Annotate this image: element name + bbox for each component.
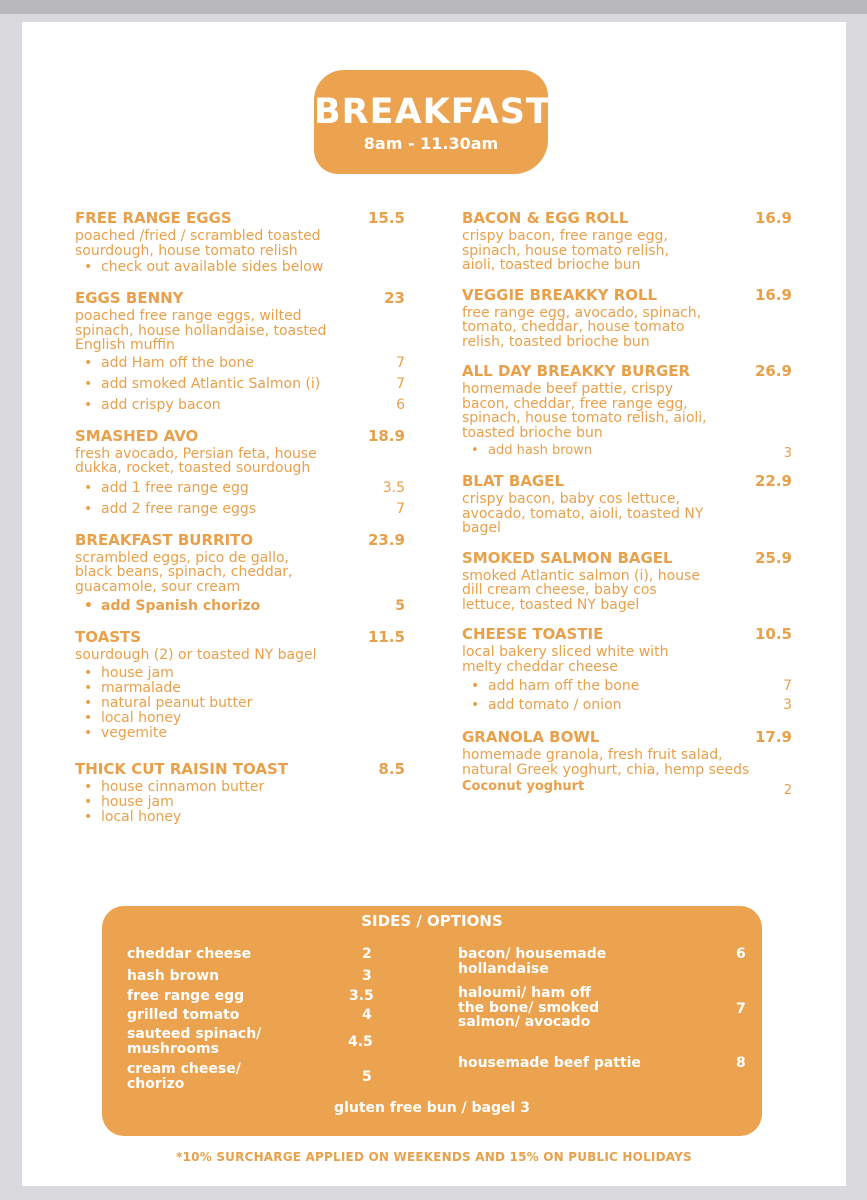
side-label: housemade beef pattie	[458, 1055, 641, 1071]
option-label: vegemite	[101, 724, 168, 741]
menu-item-raisin-toast	[75, 759, 405, 825]
item-price: 15.5	[367, 209, 405, 227]
item-option	[75, 780, 405, 795]
item-description: free range egg, avocado, spinach, tomato, cheddar, house tomato relish, toasted brioche bun	[462, 304, 702, 350]
breakfast-banner	[314, 70, 551, 174]
menu-item-free-range-eggs	[75, 208, 405, 275]
item-description: homemade granola, fresh fruit salad, natural Greek yoghurt, chia, hemp seeds	[462, 747, 750, 778]
menu-item-breakfast-burrito	[75, 530, 405, 615]
item-name: ALL DAY BREAKKY BURGER	[462, 362, 691, 380]
item-name: TOASTS	[75, 628, 142, 646]
item-name: THICK CUT RAISIN TOAST	[75, 759, 288, 778]
menu-title: BREAKFAST	[314, 92, 551, 132]
item-name: SMASHED AVO	[75, 426, 199, 445]
option-label: add smoked Atlantic Salmon (i)	[101, 375, 321, 392]
item-price: 23.9	[367, 530, 405, 549]
item-option	[462, 679, 792, 694]
extra-price: 2	[783, 783, 792, 798]
item-description: poached free range eggs, wilted spinach, house hollandaise, toasted English muffin	[75, 308, 327, 353]
option-label: natural peanut butter	[101, 694, 253, 711]
side-price: 4.5	[348, 1034, 373, 1050]
side-price: 6	[736, 946, 746, 962]
option-label: add 1 free range egg	[101, 479, 249, 496]
item-description: local bakery sliced white with melty cheddar cheese	[462, 644, 669, 675]
side-label: free range egg	[127, 988, 245, 1004]
screenshot-top-bar	[0, 0, 867, 14]
item-option	[75, 681, 405, 696]
menu-column-left	[75, 208, 405, 825]
item-price: 17.9	[754, 728, 792, 746]
side-price: 3	[362, 968, 372, 984]
item-description: poached /fried / scrambled toasted sourdough, house tomato relish	[75, 228, 321, 259]
item-description: homemade beef pattie, crispy bacon, cheddar, free range egg, spinach, house tomato relish, aioli, toasted brioche bun	[462, 381, 707, 441]
item-extra-option	[462, 779, 792, 798]
item-name: CHEESE TOASTIE	[462, 625, 604, 643]
item-name: GRANOLA BOWL	[462, 728, 600, 746]
option-label: check out available sides below	[101, 259, 324, 275]
option-price: 5	[395, 598, 405, 614]
side-price: 7	[736, 1001, 746, 1017]
menu-item-blat-bagel	[462, 471, 792, 536]
sides-options-panel	[102, 906, 762, 1136]
option-label: add tomato / onion	[488, 697, 622, 713]
side-label: haloumi/ ham off the bone/ smoked salmon/ avocado	[458, 985, 600, 1030]
item-description: fresh avocado, Persian feta, house dukka, rocket, toasted sourdough	[75, 445, 317, 476]
option-label: add hash brown	[488, 443, 593, 458]
option-price: 3	[783, 697, 792, 713]
menu-column-right	[462, 208, 792, 798]
gluten-free-option: gluten free bun / bagel 3	[334, 1100, 530, 1116]
menu-hours: 8am - 11.30am	[363, 134, 499, 153]
item-price: 22.9	[754, 472, 792, 490]
item-description: sourdough (2) or toasted NY bagel	[75, 647, 317, 663]
item-price: 23	[384, 289, 405, 307]
item-price: 8.5	[378, 759, 405, 778]
option-label: add Ham off the bone	[101, 354, 255, 371]
item-option	[75, 726, 405, 741]
side-label: bacon/ housemade hollandaise	[458, 946, 607, 977]
option-label: local honey	[101, 709, 182, 726]
item-option	[75, 377, 405, 392]
option-label: add Spanish chorizo	[101, 598, 261, 614]
menu-item-granola-bowl	[462, 727, 792, 798]
option-label: house jam	[101, 664, 174, 681]
side-label: sauteed spinach/ mushrooms	[127, 1026, 262, 1057]
item-option	[75, 260, 405, 275]
item-option	[75, 502, 405, 517]
side-label: cheddar cheese	[127, 946, 252, 962]
item-description: crispy bacon, free range egg, spinach, house tomato relish, aioli, toasted brioche bun	[462, 228, 669, 273]
menu-item-smashed-avo	[75, 426, 405, 517]
item-description: crispy bacon, baby cos lettuce, avocado, tomato, aioli, toasted NY bagel	[462, 491, 704, 536]
item-name: BACON & EGG ROLL	[462, 209, 629, 227]
item-price: 25.9	[754, 548, 792, 567]
item-description: smoked Atlantic salmon (i), house dill cream cheese, baby cos lettuce, toasted NY bagel	[462, 567, 700, 613]
item-option	[75, 398, 405, 413]
item-name: VEGGIE BREAKKY ROLL	[462, 285, 658, 304]
option-price: 6	[396, 396, 405, 413]
item-price: 16.9	[754, 285, 792, 304]
item-option	[462, 443, 792, 461]
side-price: 5	[362, 1069, 372, 1085]
menu-item-veggie-breakky-roll	[462, 285, 792, 350]
extra-label: Coconut yoghurt	[462, 779, 585, 794]
option-label: add 2 free range eggs	[101, 500, 257, 517]
item-price: 10.5	[754, 625, 792, 643]
menu-page	[22, 22, 846, 1186]
item-name: BLAT BAGEL	[462, 472, 565, 490]
side-label: grilled tomato	[127, 1007, 240, 1023]
side-price: 2	[362, 946, 372, 962]
menu-item-bacon-egg-roll	[462, 208, 792, 273]
item-price: 16.9	[754, 209, 792, 227]
menu-item-eggs-benny	[75, 288, 405, 413]
item-name: BREAKFAST BURRITO	[75, 530, 254, 549]
item-price: 11.5	[367, 628, 405, 646]
option-label: add ham off the bone	[488, 678, 640, 694]
item-price: 18.9	[367, 426, 405, 445]
option-price: 3	[783, 446, 792, 461]
item-option	[75, 795, 405, 810]
side-label: hash brown	[127, 968, 220, 984]
menu-item-cheese-toastie	[462, 624, 792, 713]
item-option	[75, 356, 405, 371]
option-price: 7	[396, 354, 405, 371]
item-name: SMOKED SALMON BAGEL	[462, 548, 673, 567]
option-price: 7	[396, 375, 405, 392]
menu-item-smoked-salmon-bagel	[462, 548, 792, 613]
option-price: 3.5	[382, 479, 405, 496]
item-option	[75, 696, 405, 711]
side-price: 3.5	[349, 988, 374, 1004]
item-name: EGGS BENNY	[75, 289, 184, 307]
side-price: 4	[362, 1007, 372, 1023]
item-option	[75, 666, 405, 681]
item-description: scrambled eggs, pico de gallo, black beans, spinach, cheddar, guacamole, sour cream	[75, 549, 293, 595]
item-option	[75, 599, 405, 614]
option-label: house cinnamon butter	[101, 778, 265, 795]
item-option	[462, 698, 792, 713]
menu-item-toasts	[75, 627, 405, 741]
sides-title: SIDES / OPTIONS	[361, 912, 503, 930]
option-label: add crispy bacon	[101, 396, 221, 413]
option-label: house jam	[101, 793, 174, 810]
menu-item-all-day-breakky-burger	[462, 361, 792, 461]
item-name: FREE RANGE EGGS	[75, 209, 232, 227]
item-price: 26.9	[754, 362, 792, 380]
option-label: local honey	[101, 808, 182, 825]
item-option	[75, 711, 405, 726]
item-option	[75, 481, 405, 496]
item-option	[75, 810, 405, 825]
side-price: 8	[736, 1055, 746, 1071]
surcharge-note: *10% SURCHARGE APPLIED ON WEEKENDS AND 15% ON PUBLIC HOLIDAYS	[176, 1150, 692, 1164]
side-label: cream cheese/ chorizo	[127, 1061, 241, 1092]
option-label: marmalade	[101, 679, 181, 696]
option-price: 7	[783, 678, 792, 694]
option-price: 7	[396, 500, 405, 517]
